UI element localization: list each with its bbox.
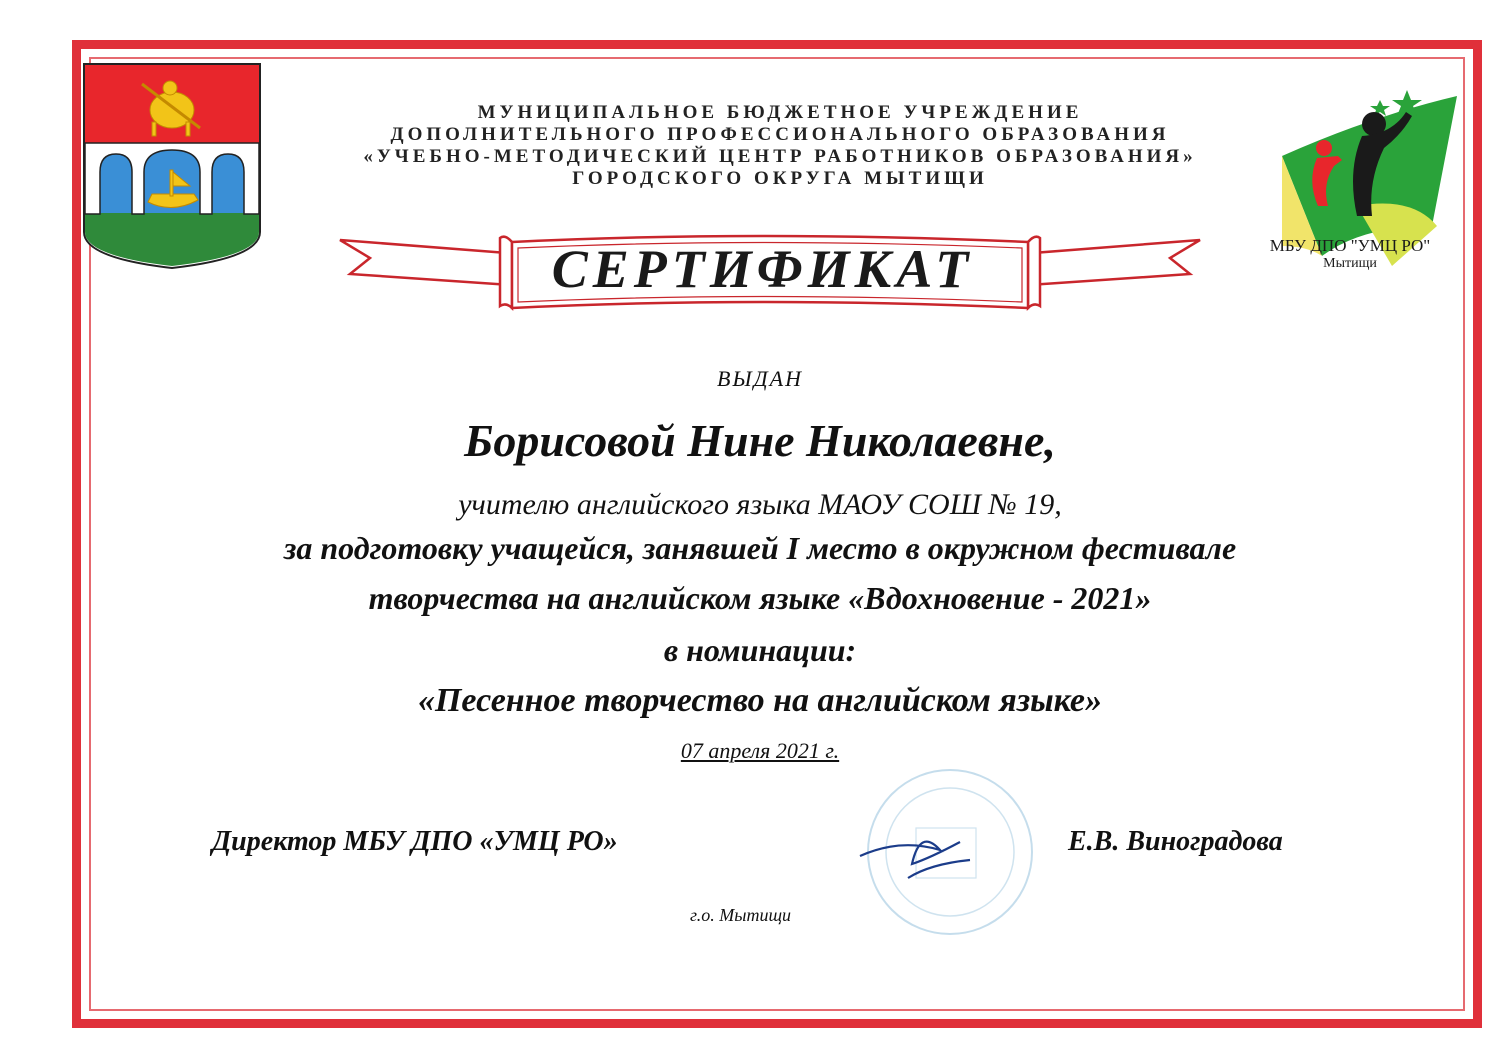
official-stamp xyxy=(820,768,1040,948)
recipient-name: Борисовой Нине Николаевне, xyxy=(464,415,1056,466)
director-name: Е.В. Виноградова xyxy=(1068,826,1283,857)
org-line-4: ГОРОДСКОГО ОКРУГА МЫТИЩИ xyxy=(572,168,988,189)
org-line-2: ДОПОЛНИТЕЛЬНОГО ПРОФЕССИОНАЛЬНОГО ОБРАЗОВАНИЯ xyxy=(390,124,1170,145)
issued-label: ВЫДАН xyxy=(717,366,803,391)
coat-of-arms-emblem xyxy=(82,62,262,270)
issue-date: 07 апреля 2021 г. xyxy=(680,738,840,763)
certificate-title: СЕРТИФИКАТ xyxy=(551,239,974,299)
org-line-3: «УЧЕБНО-МЕТОДИЧЕСКИЙ ЦЕНТР РАБОТНИКОВ ОБРАЗОВАНИЯ» xyxy=(363,146,1197,167)
logo-city: Мытищи xyxy=(1323,256,1377,271)
recipient-position: учителю английского языка МАОУ СОШ № 19, xyxy=(458,488,1062,521)
nomination-label: в номинации: xyxy=(663,632,857,668)
reason-line-1: за подготовку учащейся, занявшей I место в окружном фестивале xyxy=(283,530,1237,566)
org-line-1: МУНИЦИПАЛЬНОЕ БЮДЖЕТНОЕ УЧРЕЖДЕНИЕ xyxy=(477,102,1083,123)
logo-caption: МБУ ДПО "УМЦ РО" xyxy=(1269,236,1431,255)
nomination-name: «Песенное творчество на английском языке» xyxy=(417,682,1102,719)
director-title: Директор МБУ ДПО «УМЦ РО» xyxy=(212,826,618,857)
reason-line-2: творчества на английском языке «Вдохновение - 2021» xyxy=(368,580,1152,616)
city-label: г.о. Мытищи xyxy=(690,905,792,925)
